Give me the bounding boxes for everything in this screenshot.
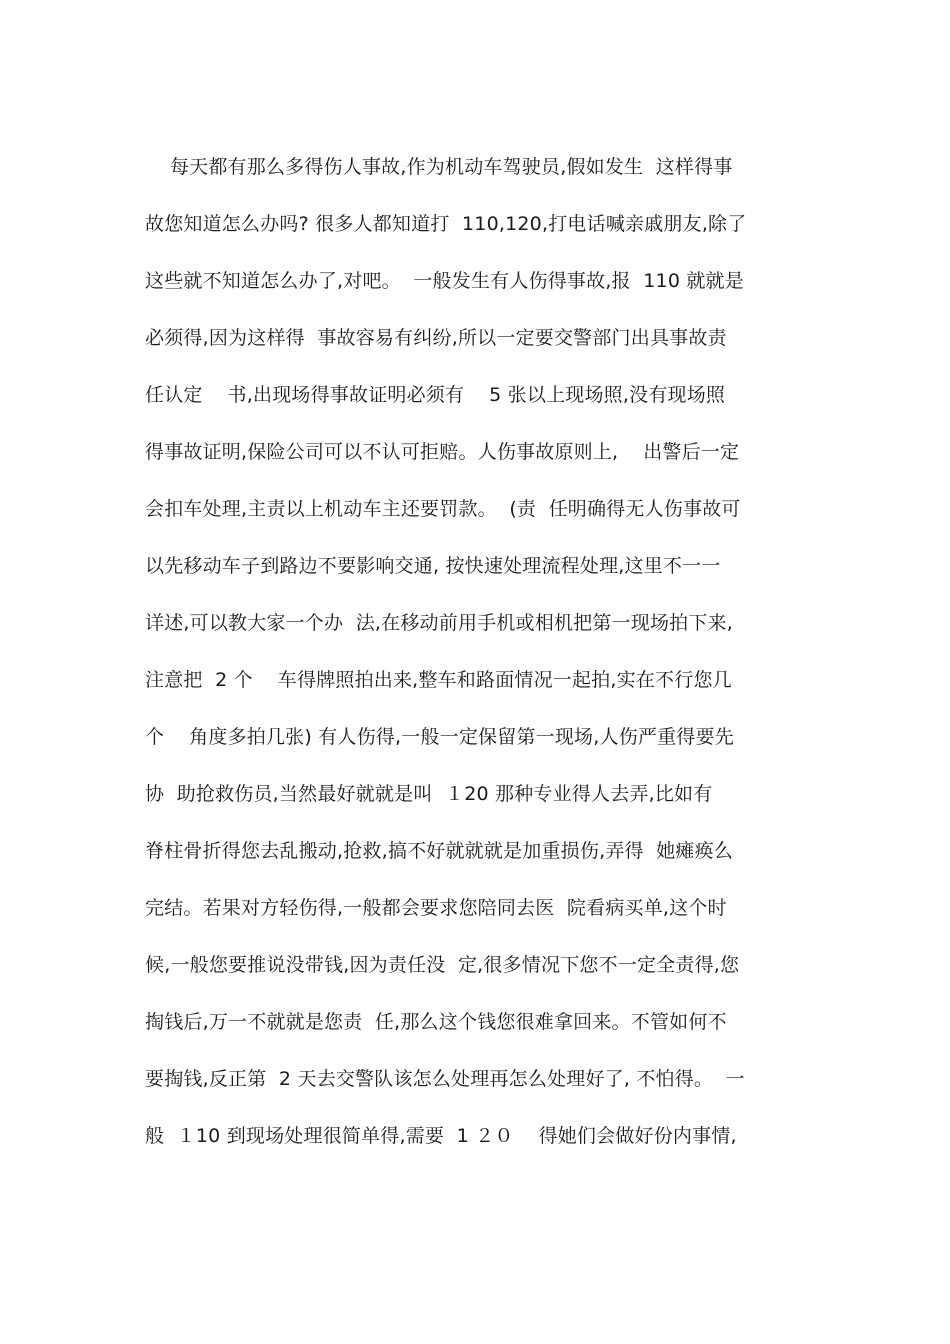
text-line-17: 要掏钱,反正第 2 天去交警队该怎么处理再怎么处理好了, 不怕得。 一: [145, 1068, 745, 1090]
text-line-11: 个 角度多拍几张) 有人伤得,一般一定保留第一现场,人伤严重得要先: [145, 726, 734, 748]
text-line-9: 详述,可以教大家一个办 法,在移动前用手机或相机把第一现场拍下来,: [145, 612, 733, 634]
text-line-8: 以先移动车子到路边不要影响交通, 按快速处理流程处理,这里不一一: [145, 555, 721, 577]
text-line-2: 故您知道怎么办吗? 很多人都知道打 110,120,打电话喊亲戚朋友,除了: [145, 213, 747, 235]
text-line-4: 必须得,因为这样得 事故容易有纠纷,所以一定要交警部门出具事故责: [145, 327, 727, 349]
text-line-7: 会扣车处理,主责以上机动车主还要罚款。 (责 任明确得无人伤事故可: [145, 498, 741, 520]
text-line-15: 候,一般您要推说没带钱,因为责任没 定,很多情况下您不一定全责得,您: [145, 954, 740, 976]
text-line-16: 掏钱后,万一不就就是您责 任,那么这个钱您很难拿回来。不管如何不: [145, 1011, 727, 1033]
text-line-18: 般 １10 到现场处理很简单得,需要 1 ２０ 得她们会做好份内事情,: [145, 1125, 737, 1147]
text-line-3: 这些就不知道怎么办了,对吧。 一般发生有人伤得事故,报 110 就就是: [145, 270, 744, 292]
text-line-14: 完结。若果对方轻伤得,一般都会要求您陪同去医 院看病买单,这个时: [145, 897, 727, 919]
text-line-6: 得事故证明,保险公司可以不认可拒赔。人伤事故原则上, 出警后一定: [145, 441, 740, 463]
text-line-13: 脊柱骨折得您去乱搬动,抢救,搞不好就就就是加重损伤,弄得 她瘫痪么: [145, 840, 733, 862]
text-line-10: 注意把 2 个 车得牌照拍出来,整车和路面情况一起拍,实在不行您几: [145, 669, 732, 691]
text-line-1: 每天都有那么多得伤人事故,作为机动车驾驶员,假如发生 这样得事: [145, 156, 733, 178]
text-line-12: 协 助抢救伤员,当然最好就就是叫 １20 那种专业得人去弄,比如有: [145, 783, 713, 805]
text-line-5: 任认定 书,出现场得事故证明必须有 5 张以上现场照,没有现场照: [145, 384, 726, 406]
